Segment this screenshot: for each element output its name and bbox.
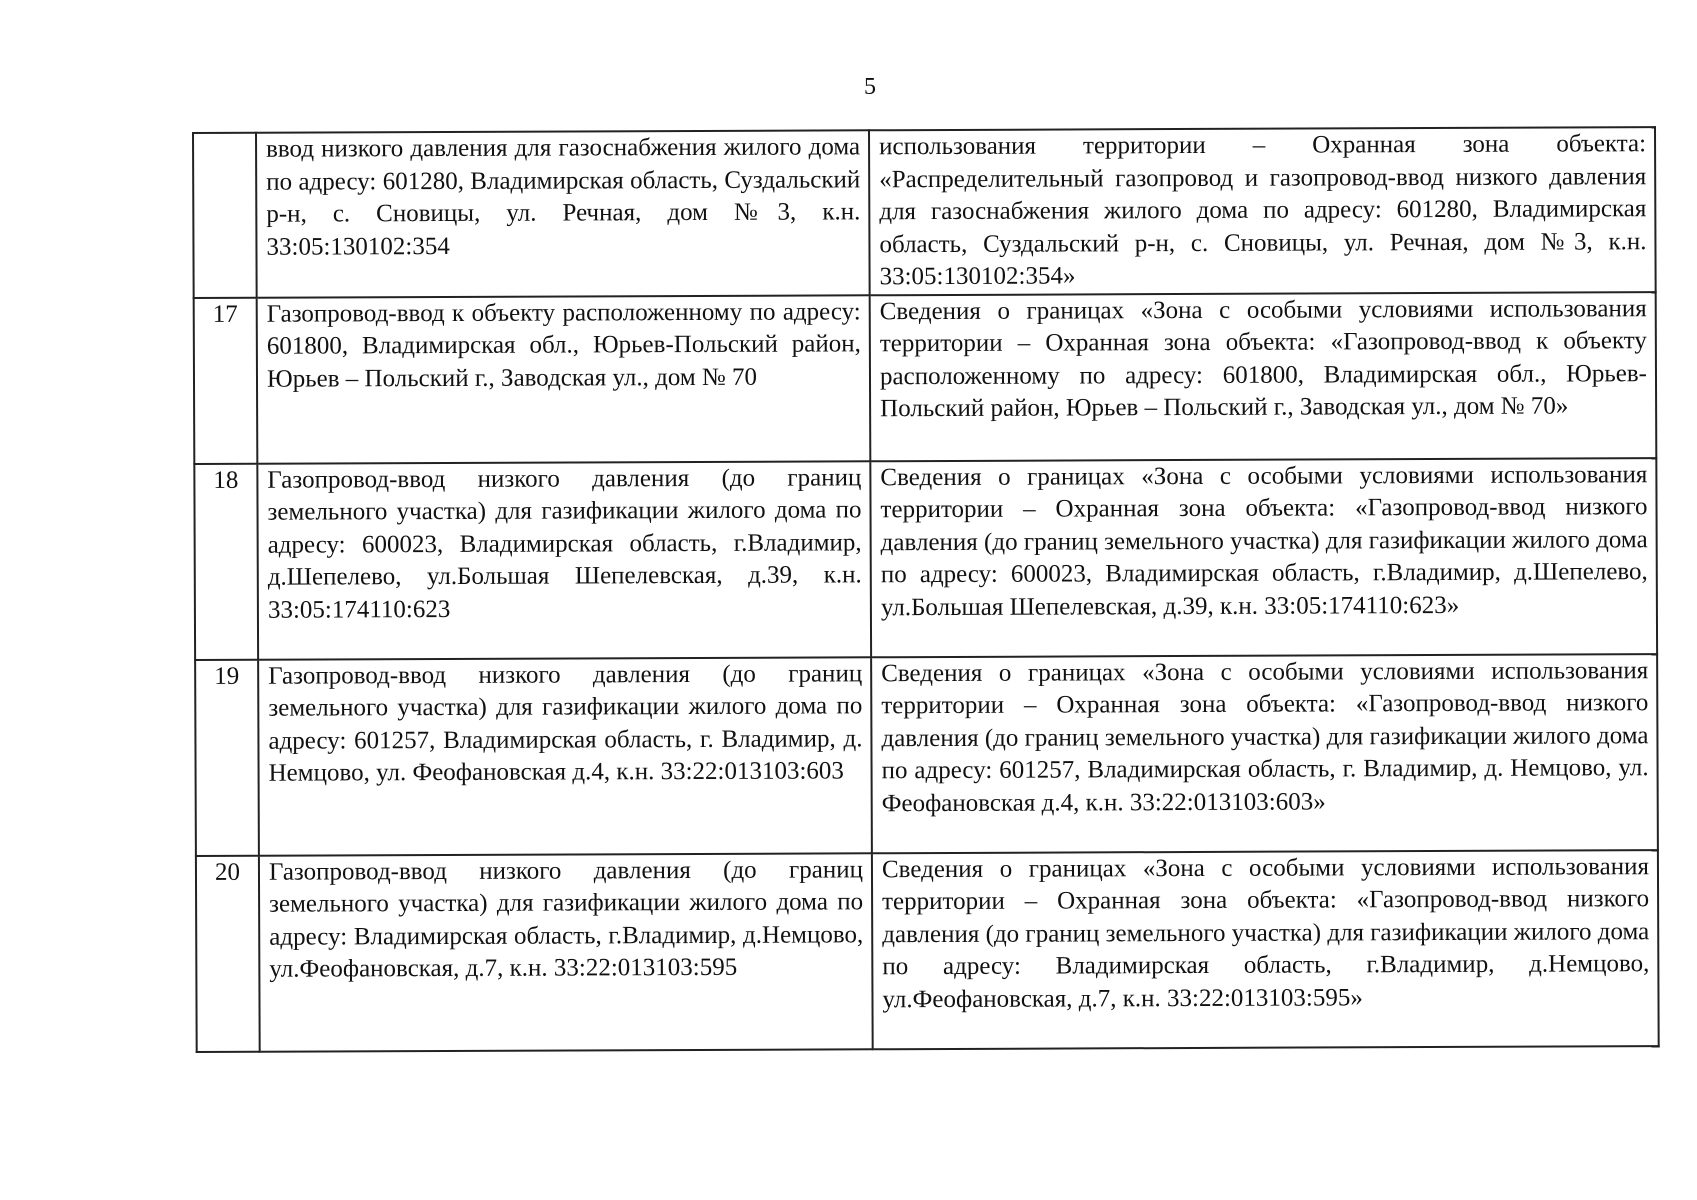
page-number: 5 [864,74,876,100]
object-description: Газопровод-ввод низкого давления (до границ земельного участка) для газификации жилого дома по адресу: 601257, Владимирская область, г. Владимир, д. Немцово, ул. Феофановская д.4, к.н. 33:22:013103:603 [258,657,872,855]
object-description: Газопровод-ввод низкого давления (до границ земельного участка) для газификации жилого дома по адресу: 600023, Владимирская область, г.Владимир, д.Шепелево, ул.Большая Шепелевская, д.39, к.н. 33:05:174110:623 [257,461,871,659]
zone-info: Сведения о границах «Зона с особыми условиями использования территории – Охранная зона объекта: «Газопровод-ввод низкого давления (до границ земельного участка) для газификации жилого дома по адресу: Владимирская область, г.Владимир, д.Немцово, ул.Феофановская, д.7, к.н. 33:22:013103:595» [872,850,1659,1049]
row-number: 17 [194,297,258,463]
row-number: 20 [196,855,260,1051]
row-number [193,133,257,298]
table-row [193,127,1656,297]
row-number: 18 [194,463,258,659]
zone-info: использования территории – Охранная зона объекта: «Распределительный газопровод и газопровод-ввод низкого давления для газоснабжения жилого дома по адресу: 601280, Владимирская область, Суздальский р-н, с. Сновицы, ул. Речная, дом №3, к.н. 33:05:130102:354» [869,127,1656,295]
zone-info: Сведения о границах «Зона с особыми условиями использования территории – Охранная зона объекта: «Газопровод-ввод к объекту расположенному по адресу: 601800, Владимирская обл., Юрьев-Польский район, Юрьев – Польский г., Заводская ул., дом № 70» [870,292,1657,461]
zone-info: Сведения о границах «Зона с особыми условиями использования территории – Охранная зона объекта: «Газопровод-ввод низкого давления (до границ земельного участка) для газификации жилого дома по адресу: 601257, Владимирская область, г. Владимир, д. Немцово, ул. Феофановская д.4, к.н. 33:22:013103:603» [871,654,1658,853]
zone-info: Сведения о границах «Зона с особыми условиями использования территории – Охранная зона объекта: «Газопровод-ввод низкого давления (до границ земельного участка) для газификации жилого дома по адресу: 600023, Владимирская область, г.Владимир, д.Шепелево, ул.Большая Шепелевская, д.39, к.н. 33:05:174110:623» [870,458,1657,657]
table-row [196,850,1659,1052]
object-description: ввод низкого давления для газоснабжения жилого дома по адресу: 601280, Владимирская область, Суздальский р-н, с. Сновицы, ул. Речная, дом №3, к.н. 33:05:130102:354 [256,130,870,297]
table-row [194,458,1657,660]
row-number: 19 [195,659,259,855]
zones-table [192,126,1660,1052]
table-row [194,292,1657,464]
object-description: Газопровод-ввод к объекту расположенному по адресу: 601800, Владимирская обл., Юрьев-Польский район, Юрьев – Польский г., Заводская ул., дом № 70 [257,295,871,463]
object-description: Газопровод-ввод низкого давления (до границ земельного участка) для газификации жилого дома по адресу: Владимирская область, г.Владимир, д.Немцово, ул.Феофановская, д.7, к.н. 33:22:013103:595 [259,853,873,1051]
table-row [195,654,1658,856]
